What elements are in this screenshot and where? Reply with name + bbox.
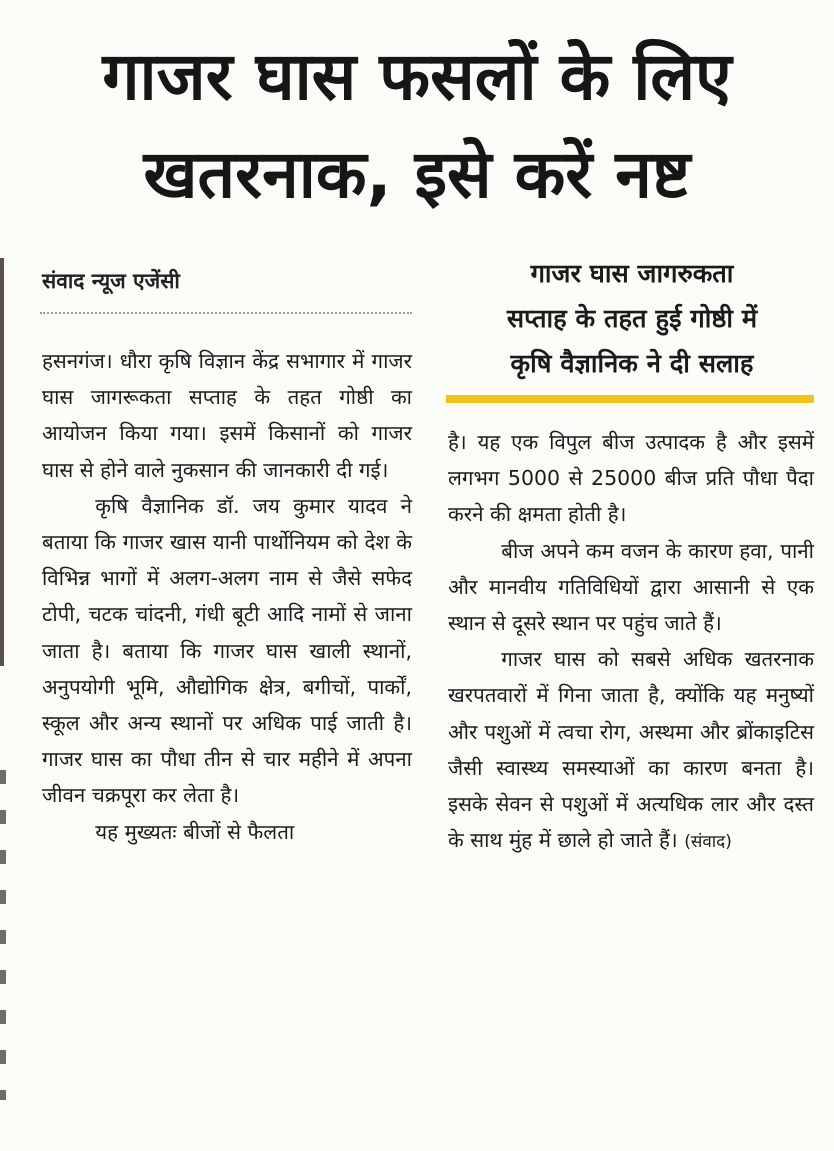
subheadline-accent-rule — [446, 395, 814, 403]
subheadline-line-1: गाजर घास जागरुकता — [530, 259, 734, 289]
right-paragraph-1: है। यह एक विपुल बीज उत्पादक है और इसमें लगभग 5000 से 25000 बीज प्रति पौधा पैदा करने की क्षमता होती है। — [448, 430, 814, 527]
subheadline-line-3: कृषि वैज्ञानिक ने दी सलाह — [510, 349, 754, 379]
adjacent-column-text-edge — [0, 770, 6, 1100]
right-paragraph-2: बीज अपने कम वजन के कारण हवा, पानी और मानवीय गतिविधियों द्वारा आसानी से एक स्थान से दूसरे स्थान पर पहुंच जाते हैं। — [448, 538, 814, 636]
adjacent-column-edge — [0, 258, 4, 666]
left-paragraph-1: हसनगंज। धौरा कृषि विज्ञान केंद्र सभागार में गाजर घास जागरूकता सप्ताह के तहत गोष्ठी का आयोजन किया गया। इसमें किसानों को गाजर घास से होने वाले नुकसान की जानकारी दी गई। — [42, 349, 412, 482]
subheadline-line-2: सप्ताह के तहत हुई गोष्ठी में — [506, 304, 758, 334]
left-column — [42, 343, 412, 850]
right-paragraph-3 — [448, 641, 814, 860]
right-paragraph-3-text: गाजर घास को सबसे अधिक खतरनाक खरपतवारों में गिना जाता है, क्योंकि यह मनुष्यों और पशुओं में त्वचा रोग, अस्थमा और ब्रोंकाइटिस जैसी स्वास्थ्य समस्याओं का कारण बनता है। इसके सेवन से पशुओं में अत्यधिक लार और दस्त के साथ मुंह में छाले हो जाते हैं। — [448, 647, 814, 853]
byline: संवाद न्यूज एजेंसी — [42, 269, 180, 293]
headline — [0, 28, 834, 224]
left-paragraph-3: यह मुख्यतः बीजों से फैलता — [95, 819, 295, 844]
byline-divider — [40, 312, 412, 314]
credit-tag: (संवाद) — [684, 832, 732, 853]
subheadline — [440, 252, 824, 387]
headline-line-1: गाजर घास फसलों के लिए — [102, 38, 732, 115]
left-paragraph-2: कृषि वैज्ञानिक डॉ. जय कुमार यादव ने बताया कि गाजर खास यानी पार्थोनियम को देश के विभिन्न भागों में अलग-अलग नाम से जैसे सफेद टोपी, चटक चांदनी, गंधी बूटी आदि नामों से जाना जाता है। बताया कि गाजर घास खाली स्थानों, अनुपयोगी भूमि, औद्योगिक क्षेत्र, बगीचों, पार्कों, स्कूल और अन्य स्थानों पर अधिक पाई जाती है। गाजर घास का पौधा तीन से चार महीने में अपना जीवन चक्रपूरा कर लेता है। — [42, 493, 412, 808]
right-column — [448, 424, 814, 860]
headline-line-2: खतरनाक, इसे करें नष्ट — [143, 136, 691, 213]
